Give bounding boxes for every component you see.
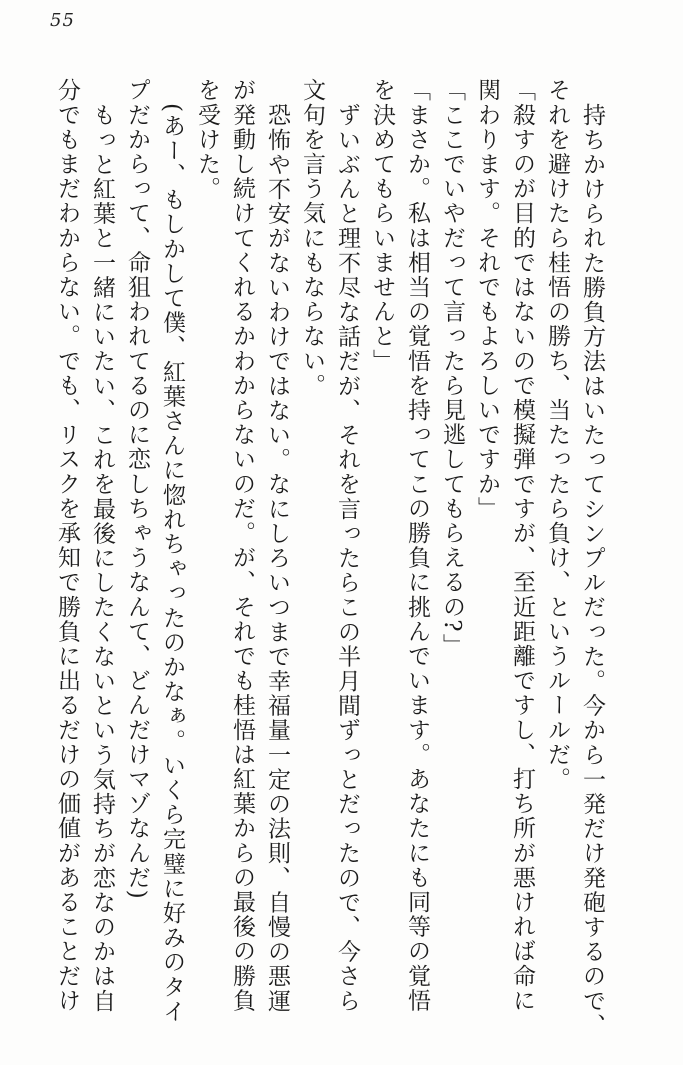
text-line: 分でもまだわからない。でも、リスクを承知で勝負に出るだけの価値があることだけ [54,78,80,1013]
text-line: もっと紅葉と一緒にいたい、これを最後にしたくないという気持ちが恋なのかは自 [89,103,115,1014]
text-line: 「まさか。私は相当の覚悟を持ってこの勝負に挑んでいます。あなたにも同等の覚悟 [404,78,430,1013]
text-line: 「殺すのが目的ではないので模擬弾ですが、至近距離ですし、打ち所が悪ければ命に [509,78,535,1013]
text-block [49,78,609,1040]
text-line: 恐怖や不安がないわけではない。なにしろいつまで幸福量一定の法則、自慢の悪運 [264,103,290,1014]
text-line: プだからって、命狙われてるのに恋しちゃうなんて、どんだけマゾなんだ) [124,78,150,901]
text-line: ずいぶんと理不尽な話だが、それを言ったらこの半月間ずっとだったので、今さら [334,103,360,1014]
text-line: 文句を言う気にもならない。 [299,78,325,398]
text-line: 持ちかけられた勝負方法はいたってシンプルだった。今から一発だけ発砲するので、 [579,103,605,1038]
text-line: (あー、もしかして僕、紅葉さんに惚れちゃったのかなぁ。いくら完璧に好みのタイ [159,103,185,1024]
text-line: を受けた。 [194,78,220,201]
text-line: 「ここでいやだって言ったら見逃してもらえるの?」 [439,78,465,658]
text-line: を決めてもらいませんと」 [369,78,395,374]
text-line: 関わります。それでもよろしいですか」 [474,78,500,521]
page-number: 55 [50,10,75,31]
text-line: が発動し続けてくれるかわからないのだ。が、それでも桂悟は紅葉からの最後の勝負 [229,78,255,1013]
text-line: それを避けたら桂悟の勝ち、当たったら負け、というルールだ。 [544,78,570,792]
